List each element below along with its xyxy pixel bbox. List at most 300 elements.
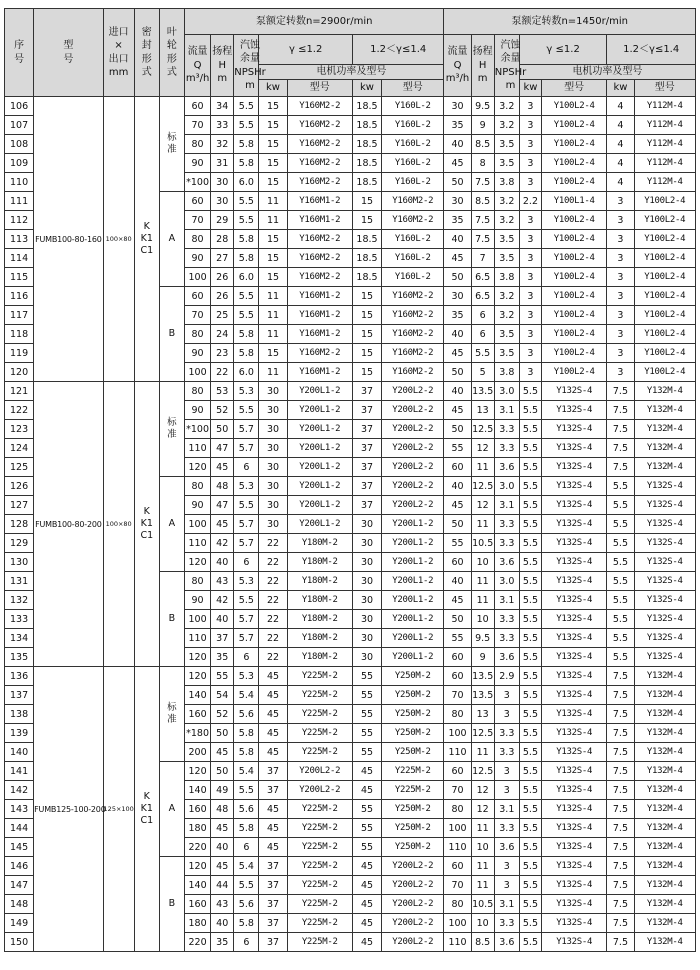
cell-1450-kw2: 3 xyxy=(607,306,634,325)
cell-1450-type2: Y132S-4 xyxy=(634,572,696,591)
cell-1450-flow: 50 xyxy=(444,420,471,439)
cell-2900-kw1: 22 xyxy=(259,534,287,553)
cell-1450-flow: 30 xyxy=(444,287,471,306)
cell-1450-npsh: 3.3 xyxy=(494,819,519,838)
header-kw-1450: kw xyxy=(519,80,541,97)
cell-2900-npsh: 6 xyxy=(234,838,259,857)
cell-2900-kw1: 37 xyxy=(259,762,287,781)
pump-performance-table xyxy=(4,8,696,952)
cell-2900-flow: 220 xyxy=(185,838,211,857)
cell-2900-npsh: 5.7 xyxy=(234,420,259,439)
cell-1450-flow: 50 xyxy=(444,610,471,629)
cell-2900-type1: Y200L1-2 xyxy=(287,382,352,401)
cell-2900-kw2: 18.5 xyxy=(352,154,381,173)
row-number: 114 xyxy=(5,249,34,268)
cell-1450-type2: Y132M-4 xyxy=(634,876,696,895)
cell-2900-type2: Y200L2-2 xyxy=(382,458,444,477)
cell-1450-type1: Y132S-4 xyxy=(542,629,607,648)
cell-1450-head: 5.5 xyxy=(471,344,494,363)
cell-2900-type2: Y200L2-2 xyxy=(382,876,444,895)
row-number: 142 xyxy=(5,781,34,800)
header-kw: kw xyxy=(352,80,381,97)
row-number: 138 xyxy=(5,705,34,724)
cell-1450-head: 13.5 xyxy=(471,667,494,686)
cell-2900-type1: Y200L1-2 xyxy=(287,401,352,420)
row-number: 126 xyxy=(5,477,34,496)
cell-1450-kw2: 5.5 xyxy=(607,477,634,496)
cell-1450-type2: Y112M-4 xyxy=(634,154,696,173)
cell-1450-flow: 80 xyxy=(444,895,471,914)
cell-1450-kw1: 5.5 xyxy=(519,819,541,838)
cell-2900-type2: Y200L1-2 xyxy=(382,572,444,591)
cell-1450-flow: 110 xyxy=(444,838,471,857)
cell-2900-kw2: 45 xyxy=(352,933,381,952)
cell-1450-type2: Y112M-4 xyxy=(634,116,696,135)
cell-2900-type2: Y250M-2 xyxy=(382,686,444,705)
cell-2900-npsh: 6.0 xyxy=(234,268,259,287)
cell-2900-kw2: 55 xyxy=(352,686,381,705)
cell-2900-kw2: 18.5 xyxy=(352,268,381,287)
cell-1450-kw1: 5.5 xyxy=(519,705,541,724)
cell-2900-head: 53 xyxy=(211,382,234,401)
cell-2900-flow: 70 xyxy=(185,116,211,135)
cell-2900-flow: 80 xyxy=(185,477,211,496)
impeller-type: A xyxy=(159,192,184,287)
cell-1450-npsh: 3.6 xyxy=(494,458,519,477)
cell-2900-npsh: 5.6 xyxy=(234,705,259,724)
cell-2900-type1: Y225M-2 xyxy=(287,686,352,705)
cell-2900-head: 45 xyxy=(211,857,234,876)
cell-1450-npsh: 2.9 xyxy=(494,667,519,686)
table-row xyxy=(5,667,696,686)
header-kw-1450: kw xyxy=(607,80,634,97)
cell-1450-type2: Y132M-4 xyxy=(634,458,696,477)
row-number: 150 xyxy=(5,933,34,952)
cell-2900-flow: 80 xyxy=(185,572,211,591)
cell-2900-npsh: 6.0 xyxy=(234,173,259,192)
row-number: 130 xyxy=(5,553,34,572)
cell-2900-type1: Y225M-2 xyxy=(287,876,352,895)
header-motor-group-1450: 电机功率及型号 xyxy=(519,65,695,80)
cell-2900-type1: Y200L1-2 xyxy=(287,420,352,439)
cell-1450-flow: 60 xyxy=(444,648,471,667)
cell-1450-type2: Y132S-4 xyxy=(634,610,696,629)
cell-1450-type1: Y132S-4 xyxy=(542,914,607,933)
cell-1450-type2: Y100L2-4 xyxy=(634,344,696,363)
cell-1450-kw2: 7.5 xyxy=(607,420,634,439)
cell-1450-kw2: 3 xyxy=(607,287,634,306)
cell-2900-type2: Y160M2-2 xyxy=(382,287,444,306)
cell-2900-kw1: 30 xyxy=(259,477,287,496)
cell-1450-type1: Y132S-4 xyxy=(542,515,607,534)
cell-2900-type1: Y200L2-2 xyxy=(287,762,352,781)
row-number: 111 xyxy=(5,192,34,211)
cell-1450-kw1: 3 xyxy=(519,268,541,287)
header-type: 型号 xyxy=(287,80,352,97)
cell-1450-kw1: 5.5 xyxy=(519,420,541,439)
header-seal xyxy=(134,9,159,97)
cell-2900-npsh: 5.4 xyxy=(234,762,259,781)
cell-2900-kw1: 22 xyxy=(259,610,287,629)
cell-1450-head: 9 xyxy=(471,648,494,667)
cell-1450-head: 12.5 xyxy=(471,477,494,496)
cell-1450-kw2: 3 xyxy=(607,325,634,344)
cell-2900-kw1: 45 xyxy=(259,686,287,705)
cell-2900-kw1: 15 xyxy=(259,97,287,116)
cell-1450-flow: 40 xyxy=(444,382,471,401)
cell-2900-kw1: 45 xyxy=(259,838,287,857)
cell-2900-kw1: 15 xyxy=(259,230,287,249)
cell-1450-type2: Y132S-4 xyxy=(634,553,696,572)
header-type: 型号 xyxy=(382,80,444,97)
cell-1450-type1: Y132S-4 xyxy=(542,401,607,420)
header-head-1450 xyxy=(471,35,494,97)
cell-2900-npsh: 5.6 xyxy=(234,800,259,819)
cell-1450-type1: Y132S-4 xyxy=(542,610,607,629)
cell-2900-flow: 180 xyxy=(185,819,211,838)
cell-1450-kw2: 7.5 xyxy=(607,857,634,876)
cell-1450-kw2: 3 xyxy=(607,363,634,382)
cell-1450-npsh: 3.1 xyxy=(494,496,519,515)
cell-1450-type2: Y132M-4 xyxy=(634,838,696,857)
cell-2900-head: 29 xyxy=(211,211,234,230)
cell-1450-flow: 45 xyxy=(444,496,471,515)
cell-1450-npsh: 3.0 xyxy=(494,382,519,401)
cell-2900-npsh: 5.8 xyxy=(234,819,259,838)
header-speed-1450: 泵额定转数n=1450r/min xyxy=(444,9,696,35)
cell-1450-flow: 100 xyxy=(444,724,471,743)
cell-2900-type1: Y160M2-2 xyxy=(287,173,352,192)
cell-2900-type2: Y160L-2 xyxy=(382,173,444,192)
row-number: 131 xyxy=(5,572,34,591)
header-gamma-high-1450: 1.2＜γ≤1.4 xyxy=(607,35,696,65)
row-number: 135 xyxy=(5,648,34,667)
cell-2900-flow: 160 xyxy=(185,705,211,724)
cell-1450-kw2: 4 xyxy=(607,135,634,154)
cell-1450-kw2: 7.5 xyxy=(607,458,634,477)
cell-2900-type2: Y160L-2 xyxy=(382,268,444,287)
cell-1450-type1: Y100L2-4 xyxy=(542,344,607,363)
cell-1450-type2: Y112M-4 xyxy=(634,173,696,192)
header-model xyxy=(34,9,103,97)
cell-2900-kw1: 30 xyxy=(259,382,287,401)
cell-1450-type2: Y100L2-4 xyxy=(634,325,696,344)
cell-2900-head: 35 xyxy=(211,933,234,952)
row-number: 113 xyxy=(5,230,34,249)
cell-1450-head: 11 xyxy=(471,458,494,477)
cell-1450-npsh: 3.6 xyxy=(494,648,519,667)
cell-2900-kw2: 45 xyxy=(352,914,381,933)
inlet-outlet-size: 100×80 xyxy=(103,382,134,667)
header-model-text: 型 号 xyxy=(63,40,74,65)
cell-2900-head: 37 xyxy=(211,629,234,648)
cell-2900-type1: Y180M-2 xyxy=(287,610,352,629)
cell-2900-kw2: 30 xyxy=(352,515,381,534)
cell-2900-kw2: 45 xyxy=(352,895,381,914)
cell-1450-type1: Y100L2-4 xyxy=(542,268,607,287)
cell-2900-type1: Y200L1-2 xyxy=(287,477,352,496)
cell-1450-npsh: 3 xyxy=(494,876,519,895)
cell-2900-type2: Y250M-2 xyxy=(382,667,444,686)
header-impeller-text: 叶 轮 形 式 xyxy=(166,26,177,78)
cell-1450-head: 11 xyxy=(471,572,494,591)
cell-2900-flow: 120 xyxy=(185,667,211,686)
cell-2900-flow: 60 xyxy=(185,97,211,116)
cell-2900-flow: 90 xyxy=(185,154,211,173)
impeller-type: B xyxy=(159,857,184,952)
cell-1450-npsh: 3 xyxy=(494,705,519,724)
impeller-type: 标 准 xyxy=(159,97,184,192)
cell-2900-npsh: 5.8 xyxy=(234,743,259,762)
cell-2900-head: 47 xyxy=(211,496,234,515)
cell-2900-kw1: 15 xyxy=(259,154,287,173)
cell-2900-flow: 120 xyxy=(185,458,211,477)
cell-2900-head: 35 xyxy=(211,648,234,667)
cell-2900-kw2: 15 xyxy=(352,306,381,325)
cell-2900-kw1: 45 xyxy=(259,724,287,743)
cell-2900-kw2: 37 xyxy=(352,477,381,496)
cell-2900-kw2: 15 xyxy=(352,211,381,230)
cell-2900-kw1: 45 xyxy=(259,819,287,838)
cell-1450-kw1: 3 xyxy=(519,154,541,173)
cell-1450-flow: 45 xyxy=(444,591,471,610)
cell-2900-kw2: 18.5 xyxy=(352,230,381,249)
cell-1450-head: 8 xyxy=(471,154,494,173)
cell-1450-kw2: 5.5 xyxy=(607,610,634,629)
cell-1450-type2: Y132M-4 xyxy=(634,705,696,724)
cell-1450-head: 12.5 xyxy=(471,724,494,743)
cell-1450-kw1: 5.5 xyxy=(519,477,541,496)
cell-1450-type1: Y132S-4 xyxy=(542,800,607,819)
cell-2900-flow: 80 xyxy=(185,382,211,401)
cell-2900-type2: Y200L1-2 xyxy=(382,553,444,572)
cell-1450-npsh: 3.3 xyxy=(494,914,519,933)
cell-2900-kw2: 55 xyxy=(352,800,381,819)
cell-1450-type1: Y132S-4 xyxy=(542,876,607,895)
cell-1450-kw1: 5.5 xyxy=(519,496,541,515)
cell-2900-kw2: 15 xyxy=(352,287,381,306)
cell-1450-kw2: 7.5 xyxy=(607,781,634,800)
cell-2900-kw2: 37 xyxy=(352,496,381,515)
cell-1450-type2: Y132M-4 xyxy=(634,743,696,762)
cell-2900-kw1: 37 xyxy=(259,857,287,876)
cell-2900-type2: Y160M2-2 xyxy=(382,306,444,325)
cell-1450-type2: Y132M-4 xyxy=(634,857,696,876)
cell-2900-kw2: 55 xyxy=(352,667,381,686)
cell-1450-type2: Y132M-4 xyxy=(634,439,696,458)
cell-2900-head: 45 xyxy=(211,515,234,534)
cell-1450-type1: Y100L2-4 xyxy=(542,97,607,116)
cell-2900-type1: Y225M-2 xyxy=(287,724,352,743)
cell-2900-flow: 70 xyxy=(185,306,211,325)
cell-1450-type1: Y132S-4 xyxy=(542,591,607,610)
cell-1450-type1: Y100L1-4 xyxy=(542,192,607,211)
impeller-type: A xyxy=(159,762,184,857)
cell-2900-flow: 90 xyxy=(185,591,211,610)
cell-1450-kw1: 3 xyxy=(519,344,541,363)
cell-2900-type2: Y160L-2 xyxy=(382,97,444,116)
cell-1450-kw2: 7.5 xyxy=(607,933,634,952)
cell-1450-kw1: 5.5 xyxy=(519,515,541,534)
cell-1450-type2: Y112M-4 xyxy=(634,135,696,154)
impeller-type: B xyxy=(159,572,184,667)
cell-2900-flow: 120 xyxy=(185,553,211,572)
cell-2900-flow: 100 xyxy=(185,610,211,629)
cell-2900-kw1: 37 xyxy=(259,914,287,933)
cell-2900-flow: 90 xyxy=(185,249,211,268)
cell-2900-head: 48 xyxy=(211,800,234,819)
cell-1450-head: 9.5 xyxy=(471,97,494,116)
cell-1450-type2: Y132M-4 xyxy=(634,667,696,686)
cell-1450-flow: 30 xyxy=(444,97,471,116)
cell-2900-kw2: 55 xyxy=(352,838,381,857)
pump-model: FUMB100-80-200 xyxy=(34,382,103,667)
cell-2900-kw1: 30 xyxy=(259,420,287,439)
cell-1450-type1: Y100L2-4 xyxy=(542,230,607,249)
cell-1450-kw1: 3 xyxy=(519,363,541,382)
cell-1450-head: 10 xyxy=(471,610,494,629)
cell-1450-npsh: 3.5 xyxy=(494,344,519,363)
cell-1450-head: 7.5 xyxy=(471,173,494,192)
cell-2900-type1: Y180M-2 xyxy=(287,534,352,553)
cell-1450-npsh: 3.6 xyxy=(494,838,519,857)
cell-2900-npsh: 5.7 xyxy=(234,610,259,629)
row-number: 133 xyxy=(5,610,34,629)
cell-1450-head: 11 xyxy=(471,819,494,838)
cell-2900-type1: Y180M-2 xyxy=(287,591,352,610)
cell-2900-kw2: 37 xyxy=(352,401,381,420)
cell-2900-type2: Y200L1-2 xyxy=(382,610,444,629)
cell-2900-npsh: 5.8 xyxy=(234,154,259,173)
cell-2900-kw2: 18.5 xyxy=(352,135,381,154)
header-npsh-1450-text: 汽蚀 余量 NPSHr m xyxy=(494,39,527,91)
cell-1450-type1: Y132S-4 xyxy=(542,724,607,743)
cell-2900-type2: Y250M-2 xyxy=(382,838,444,857)
cell-1450-kw1: 5.5 xyxy=(519,762,541,781)
row-number: 112 xyxy=(5,211,34,230)
cell-2900-type1: Y160M2-2 xyxy=(287,230,352,249)
cell-2900-head: 30 xyxy=(211,173,234,192)
cell-2900-head: 26 xyxy=(211,268,234,287)
cell-1450-type2: Y100L2-4 xyxy=(634,230,696,249)
cell-1450-kw1: 5.5 xyxy=(519,648,541,667)
cell-1450-flow: 35 xyxy=(444,306,471,325)
cell-2900-type2: Y200L1-2 xyxy=(382,534,444,553)
cell-2900-kw2: 18.5 xyxy=(352,249,381,268)
cell-2900-head: 45 xyxy=(211,743,234,762)
row-number: 134 xyxy=(5,629,34,648)
cell-2900-npsh: 6 xyxy=(234,648,259,667)
cell-1450-type1: Y132S-4 xyxy=(542,553,607,572)
cell-2900-npsh: 5.7 xyxy=(234,439,259,458)
cell-2900-type2: Y200L2-2 xyxy=(382,420,444,439)
cell-2900-kw2: 15 xyxy=(352,363,381,382)
cell-1450-kw1: 3 xyxy=(519,325,541,344)
cell-2900-npsh: 5.5 xyxy=(234,97,259,116)
cell-1450-flow: 80 xyxy=(444,800,471,819)
cell-2900-type2: Y200L2-2 xyxy=(382,496,444,515)
cell-1450-npsh: 3.3 xyxy=(494,743,519,762)
cell-2900-head: 47 xyxy=(211,439,234,458)
table-row xyxy=(5,97,696,116)
cell-2900-type1: Y180M-2 xyxy=(287,553,352,572)
cell-1450-type2: Y100L2-4 xyxy=(634,211,696,230)
row-number: 117 xyxy=(5,306,34,325)
cell-1450-npsh: 3.3 xyxy=(494,515,519,534)
cell-1450-head: 11 xyxy=(471,857,494,876)
cell-2900-kw1: 22 xyxy=(259,591,287,610)
cell-1450-head: 5 xyxy=(471,363,494,382)
cell-2900-npsh: 6 xyxy=(234,933,259,952)
cell-1450-npsh: 3.2 xyxy=(494,287,519,306)
cell-2900-type1: Y180M-2 xyxy=(287,648,352,667)
cell-2900-type1: Y225M-2 xyxy=(287,914,352,933)
cell-1450-type1: Y100L2-4 xyxy=(542,173,607,192)
cell-2900-head: 45 xyxy=(211,819,234,838)
cell-2900-kw2: 37 xyxy=(352,382,381,401)
cell-1450-kw2: 4 xyxy=(607,154,634,173)
cell-2900-kw1: 37 xyxy=(259,895,287,914)
cell-1450-type2: Y132M-4 xyxy=(634,401,696,420)
row-number: 128 xyxy=(5,515,34,534)
cell-2900-npsh: 5.5 xyxy=(234,192,259,211)
cell-1450-type2: Y132S-4 xyxy=(634,515,696,534)
cell-2900-head: 49 xyxy=(211,781,234,800)
cell-1450-kw1: 5.5 xyxy=(519,591,541,610)
cell-2900-head: 55 xyxy=(211,667,234,686)
cell-2900-npsh: 5.7 xyxy=(234,629,259,648)
header-flow-1450-text: 流量 Q m³/h xyxy=(445,46,470,85)
row-number: 118 xyxy=(5,325,34,344)
header-head-text: 扬程 H m xyxy=(212,46,233,85)
cell-2900-flow: 90 xyxy=(185,344,211,363)
inlet-outlet-size: 100×80 xyxy=(103,97,134,382)
cell-1450-type2: Y132S-4 xyxy=(634,648,696,667)
cell-2900-kw1: 30 xyxy=(259,458,287,477)
cell-1450-type1: Y132S-4 xyxy=(542,382,607,401)
cell-1450-kw2: 7.5 xyxy=(607,838,634,857)
cell-1450-kw2: 5.5 xyxy=(607,553,634,572)
cell-1450-type2: Y132M-4 xyxy=(634,686,696,705)
cell-2900-type2: Y250M-2 xyxy=(382,819,444,838)
cell-1450-kw1: 5.5 xyxy=(519,743,541,762)
cell-2900-type2: Y200L1-2 xyxy=(382,629,444,648)
cell-2900-type1: Y160M2-2 xyxy=(287,344,352,363)
cell-1450-type2: Y132M-4 xyxy=(634,933,696,952)
cell-1450-kw2: 4 xyxy=(607,173,634,192)
cell-2900-kw2: 18.5 xyxy=(352,116,381,135)
cell-1450-flow: 40 xyxy=(444,230,471,249)
cell-2900-flow: *100 xyxy=(185,173,211,192)
header-gamma-low: γ ≤1.2 xyxy=(259,35,353,65)
cell-1450-head: 9.5 xyxy=(471,629,494,648)
cell-2900-npsh: 5.5 xyxy=(234,401,259,420)
cell-1450-head: 10 xyxy=(471,838,494,857)
cell-2900-kw2: 30 xyxy=(352,629,381,648)
cell-2900-flow: 200 xyxy=(185,743,211,762)
header-impeller xyxy=(159,9,184,97)
cell-2900-flow: 90 xyxy=(185,496,211,515)
cell-2900-kw1: 11 xyxy=(259,306,287,325)
row-number: 140 xyxy=(5,743,34,762)
cell-2900-kw1: 22 xyxy=(259,648,287,667)
cell-1450-kw2: 7.5 xyxy=(607,819,634,838)
cell-2900-type1: Y225M-2 xyxy=(287,743,352,762)
cell-1450-kw1: 5.5 xyxy=(519,629,541,648)
cell-2900-kw1: 15 xyxy=(259,173,287,192)
cell-1450-flow: 50 xyxy=(444,173,471,192)
cell-1450-kw1: 3 xyxy=(519,135,541,154)
